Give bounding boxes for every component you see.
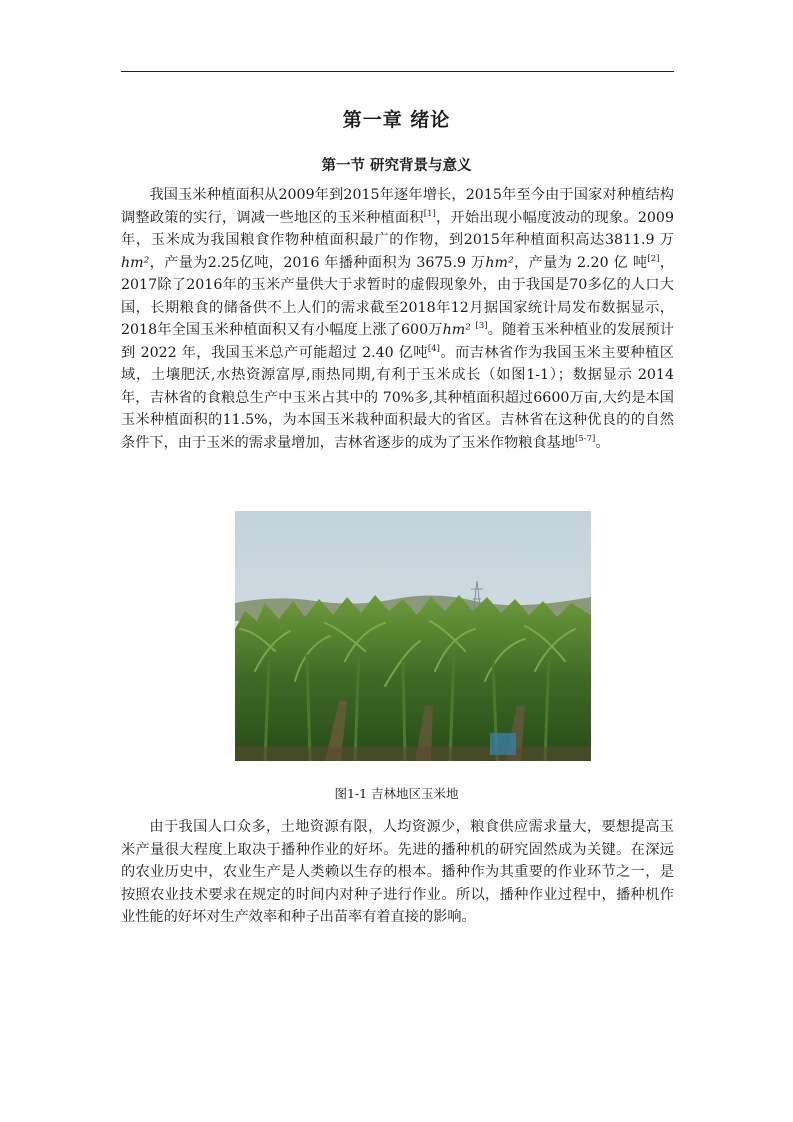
text-run: 。而吉林省作为我国玉米主要种植区域，土壤肥沃,水热资源富厚,雨热同期,有利于玉米成长（如图1-1）；数据显示 2014 年，吉林省的食粮总生产中玉米占其中的 70%多,其种植面积超过6600万亩,大约是本国玉米种植面积的11.5%，为本国玉米栽种面积最大的省区。吉林省在这种优良的的自然条件下，由于玉米的需求量增加，吉林省逐步的成为了玉米作物粮食基地 bbox=[121, 344, 674, 451]
citation-ref: [4] bbox=[427, 343, 440, 354]
paragraph-intro bbox=[121, 184, 674, 454]
section-title: 第一节 研究背景与意义 bbox=[321, 158, 472, 174]
citation-ref: [2] bbox=[647, 253, 660, 264]
figure-caption: 图1-1 吉林地区玉米地 bbox=[334, 786, 459, 801]
cornfield-photo bbox=[235, 511, 591, 761]
text-run: ，产量为 2.20 亿 吨 bbox=[513, 254, 648, 271]
text-run: 。随着玉米种植业的发展预计到 2022 年，我国玉米总产可能超过 2.40 亿吨 bbox=[121, 322, 674, 361]
text-run: ，产量为2.25亿吨，2016 年播种面积为 3675.9 万 bbox=[149, 254, 486, 271]
paragraph-seeding: 由于我国人口众多，土地资源有限，人均资源少，粮食供应需求量大，要想提高玉米产量很大程度上取决于播种作业的好坏。先进的播种机的研究固然成为关键。在深远的农业历史中，农业生产是人类赖以生存的根本。播种作为其重要的作业环节之一，是按照农业技术要求在规定的时间内对种子进行作业。所以，播种作业过程中，播种机作业性能的好坏对生产效率和种子出苗率有着直接的影响。 bbox=[121, 819, 674, 925]
unit-hectare: hm² bbox=[485, 254, 514, 271]
header-rule bbox=[121, 71, 674, 72]
citation-ref: [3] bbox=[475, 321, 488, 331]
citation-ref: [5-7] bbox=[575, 433, 596, 444]
text-run: 我国玉米种植面积从2009年到2015年逐年增长，2015年至今由于国家对种植结构调整政策的实行，调减一些地区的玉米种植面积 bbox=[121, 187, 674, 226]
text-run: ，开始出现小幅度波动的现象。2009年，玉米成为我国粮食作物种植面积最广的作物，到2015年种植面积高达3811.9 万 bbox=[121, 209, 674, 248]
unit-hectare: hm² bbox=[442, 322, 471, 338]
citation-ref: [1] bbox=[423, 208, 436, 219]
text-run: ， 2017除了2016年的玉米产量供大于求暂时的虚假现象外，由于我国是70多亿的人口大国，长期粮食的储备供不上人们的需求截至2018年12月据国家统计局发布数据显示，2018年全国玉米种植面积又有小幅度上涨了600万 bbox=[121, 254, 674, 338]
text-run: 。 bbox=[595, 434, 610, 451]
chapter-title: 第一章 绪论 bbox=[342, 109, 451, 131]
cornfield-illustration bbox=[235, 511, 591, 761]
unit-hectare: hm² bbox=[121, 254, 150, 271]
